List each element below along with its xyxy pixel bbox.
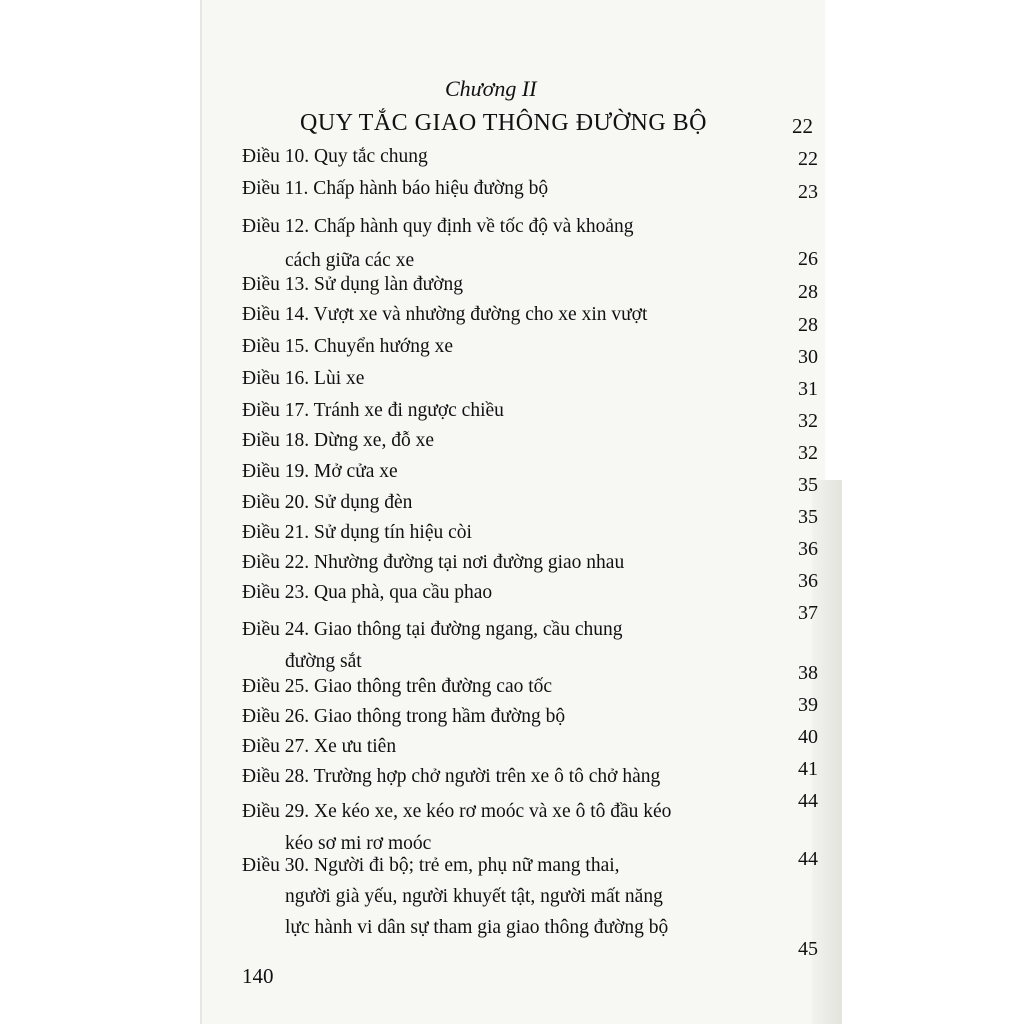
toc-entry: Điều 25. Giao thông trên đường cao tốc (242, 676, 553, 697)
toc-page-number: 35 (798, 474, 818, 496)
toc-page-number: 22 (798, 148, 818, 170)
chapter-label: Chương II (445, 76, 537, 101)
toc-entry: Điều 28. Trường hợp chở người trên xe ô tô chở hàng (242, 766, 661, 787)
toc-page-number: 28 (798, 281, 818, 303)
toc-entry: Điều 15. Chuyển hướng xe (242, 336, 453, 357)
toc-page-number: 36 (798, 570, 818, 592)
toc-entry: Điều 27. Xe ưu tiên (242, 736, 397, 757)
toc-entry: Điều 14. Vượt xe và nhường đường cho xe xin vượt (242, 304, 648, 325)
toc-entry: Điều 16. Lùi xe (242, 368, 365, 389)
toc-page-number: 31 (798, 378, 818, 400)
toc-entry: Điều 10. Quy tắc chung (242, 146, 428, 167)
toc-page-number: 36 (798, 538, 818, 560)
toc-page-number: 32 (798, 410, 818, 432)
toc-page-number: 44 (798, 790, 818, 812)
toc-entry: Điều 12. Chấp hành quy định về tốc độ và khoảng cách giữa các xe (242, 216, 634, 271)
toc-page-number: 26 (798, 248, 818, 270)
toc-page-number: 28 (798, 314, 818, 336)
toc-entry: Điều 22. Nhường đường tại nơi đường giao nhau (242, 552, 625, 573)
toc-entry: Điều 26. Giao thông trong hầm đường bộ (242, 706, 566, 727)
toc-page-number: 35 (798, 506, 818, 528)
toc-entry: Điều 30. Người đi bộ; trẻ em, phụ nữ mang thai, người già yếu, người khuyết tật, người mất năng lực hành vi dân sự tham gia giao thông đường bộ (242, 855, 669, 938)
toc-page-number: 45 (798, 938, 818, 960)
toc-page-number: 38 (798, 662, 818, 684)
toc-entry: Điều 13. Sử dụng làn đường (242, 274, 464, 295)
toc-entry: Điều 17. Tránh xe đi ngược chiều (242, 400, 504, 421)
toc-entry: Điều 19. Mở cửa xe (242, 461, 398, 482)
chapter-heading: QUY TẮC GIAO THÔNG ĐƯỜNG BỘ (300, 110, 708, 136)
toc-page-number: 37 (798, 602, 818, 624)
toc-page-number: 23 (798, 181, 818, 203)
toc-entry: Điều 23. Qua phà, qua cầu phao (242, 582, 493, 603)
toc-page-number: 32 (798, 442, 818, 464)
toc-entry: Điều 21. Sử dụng tín hiệu còi (242, 522, 472, 543)
heading-page-number: 22 (792, 114, 813, 138)
folio-page-number: 140 (242, 964, 274, 988)
toc-page-number: 41 (798, 758, 818, 780)
toc-page-number: 30 (798, 346, 818, 368)
toc-page-number: 44 (798, 848, 818, 870)
toc-entry: Điều 29. Xe kéo xe, xe kéo rơ moóc và xe ô tô đầu kéo kéo sơ mi rơ moóc (242, 801, 672, 854)
toc-entry: Điều 24. Giao thông tại đường ngang, cầu chung đường sắt (242, 619, 623, 672)
toc-page-number: 40 (798, 726, 818, 748)
toc-entry: Điều 11. Chấp hành báo hiệu đường bộ (242, 178, 549, 199)
toc-page-number: 39 (798, 694, 818, 716)
toc-entry: Điều 18. Dừng xe, đỗ xe (242, 430, 434, 451)
toc-entry: Điều 20. Sử dụng đèn (242, 492, 413, 513)
